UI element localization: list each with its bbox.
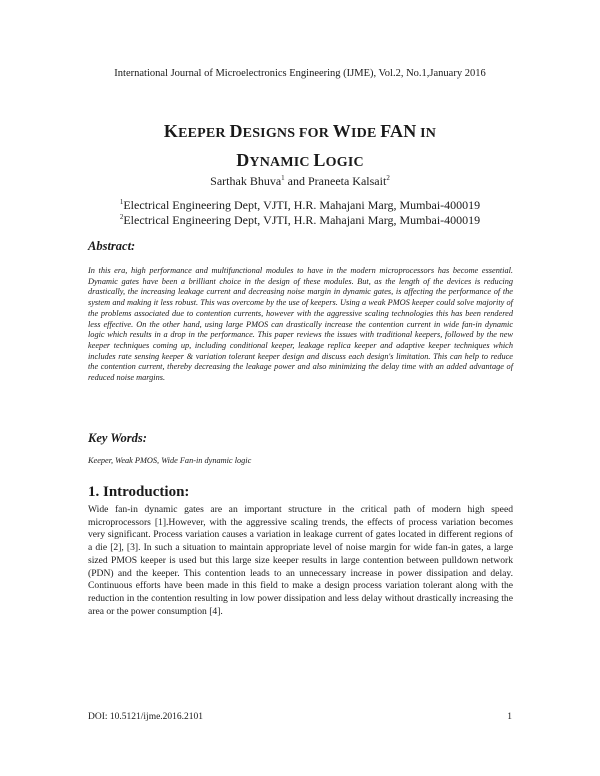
footer-doi: DOI: 10.5121/ijme.2016.2101 <box>88 712 204 722</box>
keywords-heading: Key Words: <box>88 431 147 445</box>
author-2: Praneeta Kalsait <box>308 174 387 188</box>
keywords-body: Keeper, Weak PMOS, Wide Fan-in dynamic logic <box>88 456 252 465</box>
author-1-sup: 1 <box>281 174 285 182</box>
author-2-sup: 2 <box>386 174 390 182</box>
authors <box>0 174 600 189</box>
title-line-1: KEEPER DESIGNS FOR WIDE FAN IN <box>163 121 437 141</box>
page-number: 1 <box>507 712 512 722</box>
author-conjunction: and <box>284 174 308 188</box>
author-1: Sarthak Bhuva <box>210 174 282 188</box>
introduction-body: Wide fan-in dynamic gates are an important structure in the critical path of modern high speed microprocessors [1].However, with the aggressive scaling trends, the effects of process variation becomes very significant. Process variation causes a variation in leakage current of gates located in different regions of a die [2], [3]. In such a situation to maintain appropriate level of noise margin for wide fan-in gates, a large sized PMOS keeper is used but this large size keeper results in large contention between pulldown network (PDN) and the keeper. This contention leads to an unnecessary increase in power dissipation and delay. Continuous efforts have been made in this field to make a design process variation tolerant along with the reduction in the contention resulting in low power dissipation and less delay without drastically increasing the area or the power consumption [4]. <box>88 504 513 617</box>
affiliation-2: $^2$Electrical Engineering Dept, VJTI, H.R. Mahajani Marg, Mumbai-400019 <box>119 213 481 227</box>
paper-title <box>60 118 540 176</box>
introduction-heading: 1. Introduction: <box>88 484 190 500</box>
abstract-heading: Abstract: <box>88 239 136 253</box>
abstract-body: In this era, high performance and multifunctional modules to have in the modern microprocessors has become essential. Dynamic gates have been a brilliant choice in the design of these modules. But, as the length of the devices is reducing drastically, the increasing leakage current and decreasing noise margin in dynamic gates, is affecting the performance of the system and making it less robust. This was overcome by the use of keepers. Using a weak PMOS keeper could solve majority of the problems associated due to contention currents, however with the aggressive scaling technologies this has been rendered less effective. On the other hand, using large PMOS can drastically increase the contention current in wide fan-in dynamic logic which results in a drop in the performance. This paper reviews the issues with traditional keepers, followed by the new keeper techniques coming up, including conditional keeper, leakage replica keeper and adaptive keeper techniques which includes rate sensing keeper & variation tolerant keeper design and discuss each design's limitation. This can help to reduce the contention current, thereby decreasing the leakage power and also minimizing the delay time with an added advantage of reduced noise margins. <box>88 266 513 383</box>
journal-header: International Journal of Microelectronics Engineering (IJME), Vol.2, No.1,January 2016 <box>114 68 486 79</box>
title-line-2: DYNAMIC LOGIC <box>236 150 364 170</box>
affiliation-1: $^1$Electrical Engineering Dept, VJTI, H.R. Mahajani Marg, Mumbai-400019 <box>119 198 481 212</box>
